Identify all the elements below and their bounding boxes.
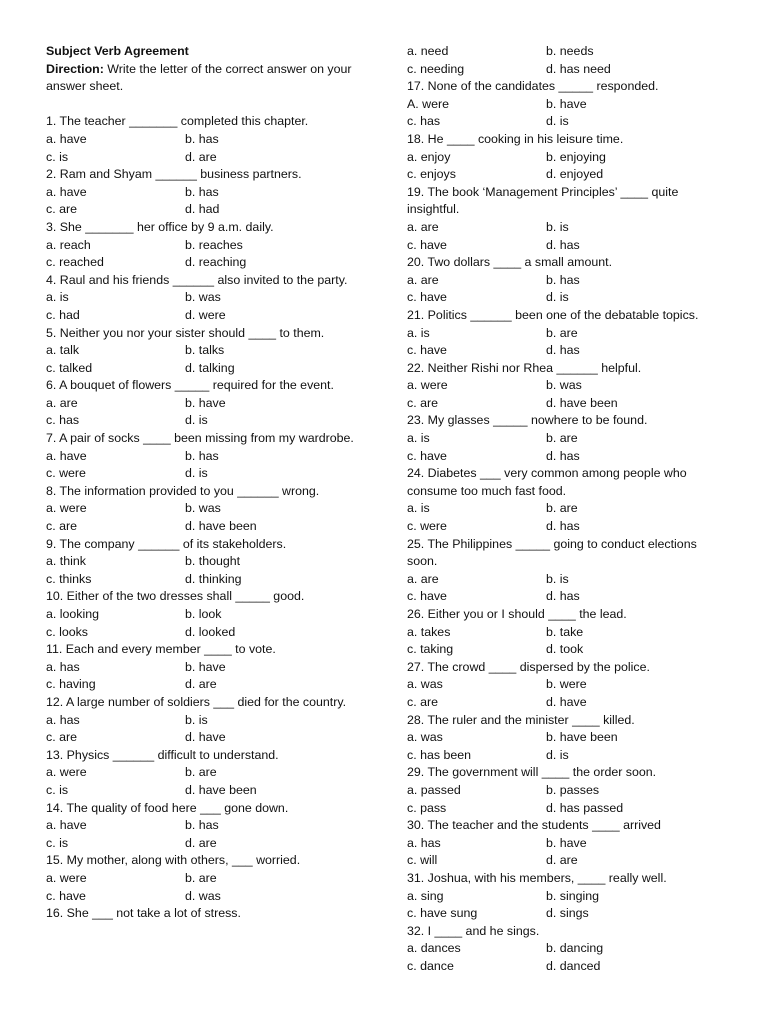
option-d: d. sings [546,906,589,921]
option-c: c. reached [46,255,104,270]
option-b: b. is [185,712,208,727]
options-row [407,149,727,167]
option-b: b. look [185,607,222,621]
question-item [46,272,366,325]
options-row [407,729,727,747]
option-d: d. has need [546,61,611,76]
options-row [46,676,366,694]
options-row [407,800,727,818]
options-row [46,624,366,642]
question-item [46,219,366,272]
options-row [407,500,727,518]
option-a: a. have [46,448,87,463]
question-item [46,430,366,483]
option-b: b. are [546,325,578,340]
option-a: A. were [407,96,450,111]
options-row [407,905,727,923]
options-row [407,835,727,853]
option-d: d. has [546,519,580,534]
direction-block [46,61,366,96]
option-b: b. have [185,395,226,410]
worksheet-title: Subject Verb Agreement [46,44,189,58]
option-c: c. taking [407,642,454,657]
question-item [46,113,366,166]
options-row [46,817,366,835]
question-text: 11. Each and every member ____ to vote. [46,642,276,657]
option-a: a. looking [46,607,100,621]
question-text: 24. Diabetes ___ very common among people who consume too much fast food. [407,466,687,498]
question-text: 22. Neither Rishi nor Rhea ______ helpful. [407,360,642,375]
question-item [46,325,366,378]
option-b: b. take [546,624,584,639]
question-text: 9. The company ______ of its stakeholders. [46,536,287,551]
option-c: c. has [407,114,441,129]
option-b: b. are [185,870,217,885]
question-text: 8. The information provided to you ______ wrong. [46,483,320,498]
option-b: b. are [185,765,217,780]
option-a: a. were [46,870,87,885]
option-d: d. is [185,413,208,428]
option-b: b. has [546,272,580,287]
option-a: a. has [407,835,441,850]
option-b: b. passes [546,782,600,797]
options-row [46,764,366,782]
question-text: 2. Ram and Shyam ______ business partners. [46,167,302,182]
option-b: b. have been [546,730,618,745]
option-c: c. will [407,853,438,868]
options-row [407,782,727,800]
option-a: a. are [46,395,78,410]
question-text: 13. Physics ______ difficult to understand. [46,747,279,762]
option-a: a. have [46,818,87,833]
question-text: 10. Either of the two dresses shall _____ good. [46,589,305,604]
options-row [407,694,727,712]
options-row [46,448,366,466]
option-b: b. was [185,290,221,305]
option-c: c. is [46,835,69,850]
options-row [407,237,727,255]
options-row [407,940,727,958]
options-row [46,254,366,272]
option-d: d. is [546,114,569,129]
left-column [46,43,366,923]
question-text: 4. Raul and his friends ______ also invited to the party. [46,272,348,287]
option-c: c. is [46,782,69,797]
options-row [46,342,366,360]
question-text: 6. A bouquet of flowers _____ required for the event. [46,378,334,393]
question-text: 26. Either you or I should ____ the lead. [407,607,627,621]
options-row [46,606,366,624]
options-row [407,571,727,589]
option-d: d. danced [546,958,601,973]
option-a: a. dances [407,941,461,956]
option-c: c. are [46,202,77,217]
options-row [46,131,366,149]
option-d: d. are [185,149,217,164]
option-a: a. were [407,378,448,393]
options-row [46,465,366,483]
question-item [46,166,366,219]
question-text: 16. She ___ not take a lot of stress. [46,906,241,921]
option-a: a. are [407,571,439,586]
options-row [407,448,727,466]
option-a: a. talk [46,343,80,358]
option-c: c. has [46,413,80,428]
option-d: d. are [546,853,578,868]
option-d: d. have been [185,782,257,797]
options-row [407,676,727,694]
option-d: d. looked [185,624,236,639]
option-a: a. were [46,501,87,516]
option-a: a. are [407,272,439,287]
right-column [407,43,727,975]
option-c: c. enjoys [407,167,456,182]
question-item [407,923,727,976]
option-c: c. had [46,307,80,322]
options-row [407,61,727,79]
option-b: b. talks [185,343,225,358]
option-d: d. were [185,307,226,322]
option-a: a. is [407,431,430,446]
options-row [46,782,366,800]
options-row [407,958,727,976]
option-b: b. have [546,835,587,850]
option-b: b. dancing [546,941,604,956]
options-row [407,43,727,61]
options-row [407,430,727,448]
option-c: c. has been [407,747,472,762]
question-item [46,641,366,694]
option-a: a. is [46,290,69,305]
question-text: 18. He ____ cooking in his leisure time. [407,131,624,146]
options-row [46,712,366,730]
option-a: a. passed [407,782,461,797]
option-d: d. is [546,747,569,762]
options-row [407,272,727,290]
question-item [407,606,727,659]
option-b: b. has [185,818,219,833]
option-c: c. talked [46,360,93,375]
options-row [407,641,727,659]
option-d: d. has [546,589,580,604]
question-item [46,747,366,800]
options-row [46,835,366,853]
question-text: 12. A large number of soldiers ___ died for the country. [46,694,347,709]
options-row [46,888,366,906]
options-row [407,888,727,906]
option-c: c. looks [46,624,89,639]
question-item [46,852,366,905]
option-c: c. pass [407,800,447,815]
question-text: 19. The book ‘Management Principles’ ____ quite insightful. [407,184,679,217]
option-a: a. think [46,554,86,569]
question-item [407,412,727,465]
options-row [46,729,366,747]
spacer [46,96,366,114]
options-row [46,870,366,888]
option-a: a. has [46,712,80,727]
options-row [407,624,727,642]
option-a: a. have [46,184,87,199]
options-row [46,518,366,536]
options-row [407,342,727,360]
option-c: c. are [407,395,438,410]
options-row [46,659,366,677]
question-item [407,764,727,817]
option-a: a. is [407,501,430,516]
options-row [46,553,366,571]
options-row [46,412,366,430]
option-c: c. have [407,237,447,252]
options-row [46,500,366,518]
option-c: c. were [46,466,86,481]
options-row [46,201,366,219]
option-b: b. has [185,448,219,463]
option-c: c. are [46,519,77,534]
option-d: d. was [185,888,221,903]
question-text: 7. A pair of socks ____ been missing from my wardrobe. [46,431,354,446]
options-row [407,113,727,131]
direction-label: Direction: [46,61,104,76]
question-text: 25. The Philippines _____ going to conduct elections soon. [407,536,697,569]
options-row [46,149,366,167]
option-d: d. have been [546,395,618,410]
options-row [407,395,727,413]
options-row [407,289,727,307]
option-a: a. was [407,677,443,692]
option-d: d. is [546,290,569,305]
option-a: a. were [46,765,87,780]
question-item [407,659,727,712]
option-a: a. was [407,730,443,745]
question-item [407,78,727,131]
option-c: c. needing [407,61,465,76]
option-b: b. was [546,378,582,393]
option-d: d. have [185,730,226,745]
options-row [46,571,366,589]
question-item [46,694,366,747]
question-item [407,307,727,360]
options-row [407,518,727,536]
option-d: d. took [546,642,584,657]
option-d: d. is [185,466,208,481]
question-item [407,870,727,923]
option-d: d. reaching [185,255,247,270]
question-text: 20. Two dollars ____ a small amount. [407,255,613,270]
option-a: a. have [46,131,87,146]
question-item [46,536,366,589]
option-d: d. are [185,835,217,850]
question-item [46,588,366,641]
question-text: 31. Joshua, with his members, ____ really well. [407,870,667,885]
option-b: b. are [546,431,578,446]
option-d: d. enjoyed [546,167,604,182]
question-item [407,184,727,254]
option-b: b. is [546,571,569,586]
option-c: c. have [407,448,447,463]
options-row [46,395,366,413]
question-item [407,536,727,606]
option-d: d. has passed [546,800,624,815]
option-d: d. has [546,448,580,463]
options-row [46,289,366,307]
option-b: b. has [185,184,219,199]
question-item [407,817,727,870]
option-c: c. are [407,694,438,709]
option-b: b. reaches [185,237,243,252]
option-a: a. are [407,219,439,234]
option-d: d. thinking [185,571,242,586]
option-b: b. enjoying [546,149,606,164]
option-c: c. have sung [407,906,478,921]
option-a: a. is [407,325,430,340]
options-row [46,237,366,255]
option-c: c. thinks [46,571,92,586]
option-d: d. are [185,677,217,692]
question-text: 29. The government will ____ the order soon. [407,765,657,780]
question-text: 15. My mother, along with others, ___ worried. [46,853,301,868]
option-b: b. are [546,501,578,516]
option-c: c. were [407,519,447,534]
options-row [46,307,366,325]
options-row [407,377,727,395]
right-question-list [407,78,727,975]
option-a: a. need [407,44,449,58]
option-d: d. has [546,343,580,358]
option-c: c. have [407,290,447,305]
options-row [407,325,727,343]
option-c: c. have [407,343,447,358]
options-row [407,588,727,606]
question-text: 17. None of the candidates _____ responded. [407,79,659,94]
question-item [407,712,727,765]
option-b: b. has [185,131,219,146]
option-d: d. has [546,237,580,252]
question-item [46,377,366,430]
option-b: b. thought [185,554,241,569]
option-b: b. is [546,219,569,234]
option-d: d. have [546,694,587,709]
option-d: d. had [185,202,220,217]
option-c: c. dance [407,958,454,973]
option-a: a. has [46,659,80,674]
question-text: 30. The teacher and the students ____ arrived [407,818,661,833]
option-a: a. sing [407,888,444,903]
direction-text: Write the letter of the correct answer on your answer sheet. [46,61,352,94]
option-b: b. was [185,501,221,516]
question-text: 27. The crowd ____ dispersed by the police. [407,659,650,674]
option-b: b. needs [546,44,594,58]
option-a: a. enjoy [407,149,451,164]
options-row [46,184,366,202]
option-c: c. have [407,589,447,604]
option-c: c. is [46,149,69,164]
option-d: d. have been [185,519,257,534]
question-text: 5. Neither you nor your sister should ____ to them. [46,325,325,340]
question-text: 23. My glasses _____ nowhere to be found. [407,413,648,428]
option-b: b. have [185,659,226,674]
question-text: 28. The ruler and the minister ____ killed. [407,712,635,727]
question-text: 1. The teacher _______ completed this chapter. [46,114,309,129]
question-item [407,131,727,184]
question-item [407,254,727,307]
options-row [407,166,727,184]
question-item [46,800,366,853]
question-text: 3. She _______ her office by 9 a.m. daily. [46,219,274,234]
question-text: 14. The quality of food here ___ gone down. [46,800,289,815]
question-text: 32. I ____ and he sings. [407,923,540,938]
option-b: b. have [546,96,587,111]
option-b: b. singing [546,888,600,903]
option-c: c. having [46,677,96,692]
question-text: 21. Politics ______ been one of the debatable topics. [407,307,699,322]
question-item [407,360,727,413]
options-row [407,747,727,765]
option-d: d. talking [185,360,235,375]
options-row [407,219,727,237]
option-b: b. were [546,677,587,692]
option-c: c. are [46,730,77,745]
question-item [407,465,727,535]
question-item [46,483,366,536]
left-question-list [46,113,366,905]
options-row [407,852,727,870]
option-c: c. have [46,888,86,903]
option-a: a. reach [46,237,91,252]
question-item [46,905,366,923]
option-a: a. takes [407,624,451,639]
options-row [46,360,366,378]
options-row [407,96,727,114]
